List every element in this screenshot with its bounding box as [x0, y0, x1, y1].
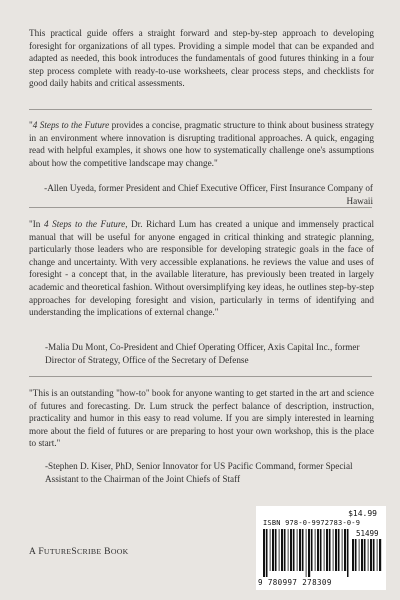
addon-barcode: [352, 539, 382, 577]
barcode-stripe: [297, 529, 298, 571]
divider-3: [29, 376, 372, 377]
barcode-stripe: [275, 529, 277, 571]
barcode-stripe: [377, 539, 378, 571]
barcode-stripe: [364, 539, 366, 571]
quote-1-book-title: 4 Steps to the Future: [32, 120, 110, 130]
barcode-stripe: [308, 529, 310, 577]
barcode-stripe: [290, 529, 292, 571]
barcode-stripe: [379, 539, 381, 571]
barcode-stripe: [317, 529, 319, 571]
barcode-stripe: [311, 529, 313, 571]
quote-1: [29, 119, 374, 169]
barcode-stripe: [338, 529, 340, 571]
quote-1-attribution: -Allen Uyeda, former President and Chief Executive Officer, First Insurance Company of Hawaii: [44, 183, 373, 206]
quote-2-text: , Dr. Richard Lum has created a unique and immensely practical manual that will be useful for anyone engaged in critical thinking and strategic planning, particularly those leaders who are responsible for developing strategic goals in the face of change and uncertainty. With very accessible explanations. he reviews the value and uses of foresight - a concept that, in the available literature, has previously been treated in largely academic and theoretical fashion. Without oversimplifying key ideas, he outlines step-by-step approaches for developing foresight and vision, particularly in terms of identifying and understanding the implications of external change.": [29, 219, 374, 318]
barcode-stripe: [326, 529, 328, 571]
quote-2: [29, 218, 374, 319]
barcode-stripe: [281, 529, 283, 571]
barcode-stripe: [368, 539, 369, 571]
divider-2: [29, 207, 372, 208]
addon-code: 51499: [356, 529, 379, 538]
barcode-stripe: [302, 529, 304, 571]
barcode-stripe: [315, 529, 316, 571]
barcode-stripe: [293, 529, 295, 571]
barcode-stripe: [352, 539, 354, 571]
barcode-stripe: [299, 529, 301, 571]
barcode-stripe: [373, 539, 375, 571]
barcode-stripe: [344, 529, 346, 571]
barcode-stripe: [266, 529, 268, 577]
ean-digits: 9 780997 278309: [258, 578, 332, 587]
barcode-stripe: [335, 529, 337, 571]
barcode-stripe: [288, 529, 289, 571]
price-label: $14.99: [348, 509, 377, 518]
barcode-stripe: [306, 529, 307, 577]
divider-1: [29, 109, 372, 110]
barcode-stripe: [272, 529, 274, 571]
quote-3-attribution: -Stephen D. Kiser, PhD, Senior Innovator for US Pacific Command, former Special Assistant to the Chairman of the Joint Chiefs of Staff: [45, 461, 353, 484]
barcode-stripe: [333, 529, 334, 571]
barcode-block: [256, 506, 386, 590]
barcode-stripe: [355, 539, 357, 571]
quote-1-text: provides a concise, pragmatic structure to think about business strategy in an environment where innovation is disrupting traditional approaches. A quick, engaging read with helpful examples, it shows one how to systematically challenge one's assumptions about how the competitive landscape may change.": [29, 120, 374, 168]
ean-barcode: [263, 529, 351, 577]
barcode-stripe: [347, 529, 349, 577]
barcode-stripe: [263, 529, 265, 577]
barcode-stripe: [370, 539, 372, 571]
barcode-stripe: [270, 529, 271, 571]
quote-1-open: ": [29, 120, 33, 130]
quote-2-book-title: 4 Steps to the Future: [43, 219, 126, 229]
barcode-stripe: [279, 529, 280, 571]
publisher-imprint: A FUTURESCRIBE BOOK: [29, 547, 129, 557]
barcode-stripe: [329, 529, 331, 571]
barcode-stripe: [342, 529, 343, 571]
quote-2-attribution: -Malia Du Mont, Co-President and Chief Operating Officer, Axis Capital Inc., former Director of Strategy, Office of the Secretary of Defense: [45, 342, 360, 365]
quote-2-open: "In: [29, 219, 44, 229]
isbn-label: ISBN 978-0-9972783-0-9: [263, 519, 361, 527]
quote-3: "This is an outstanding "how-to" book for anyone wanting to get started in the art and science of futures and forecasting. Dr. Lum struck the perfect balance of description, instruction, practicality and humor in this easy to read volume. If you are simply interested in learning more about the field of futures or are preparing to host your own workshop, this is the place to start.": [29, 388, 374, 449]
barcode-stripe: [324, 529, 325, 571]
barcode-stripe: [284, 529, 286, 571]
barcode-stripe: [359, 539, 360, 571]
book-description: This practical guide offers a straight forward and step-by-step approach to developing foresight for organizations of all types. Providing a simple model that can be expanded and adapted as needed, this book introduces the fundamentals of good futures thinking in a four step process complete with ready-to-use worksheets, clear process steps, and checklists for good daily habits and critical assessments.: [29, 28, 374, 89]
barcode-stripe: [320, 529, 322, 571]
barcode-stripe: [361, 539, 363, 571]
